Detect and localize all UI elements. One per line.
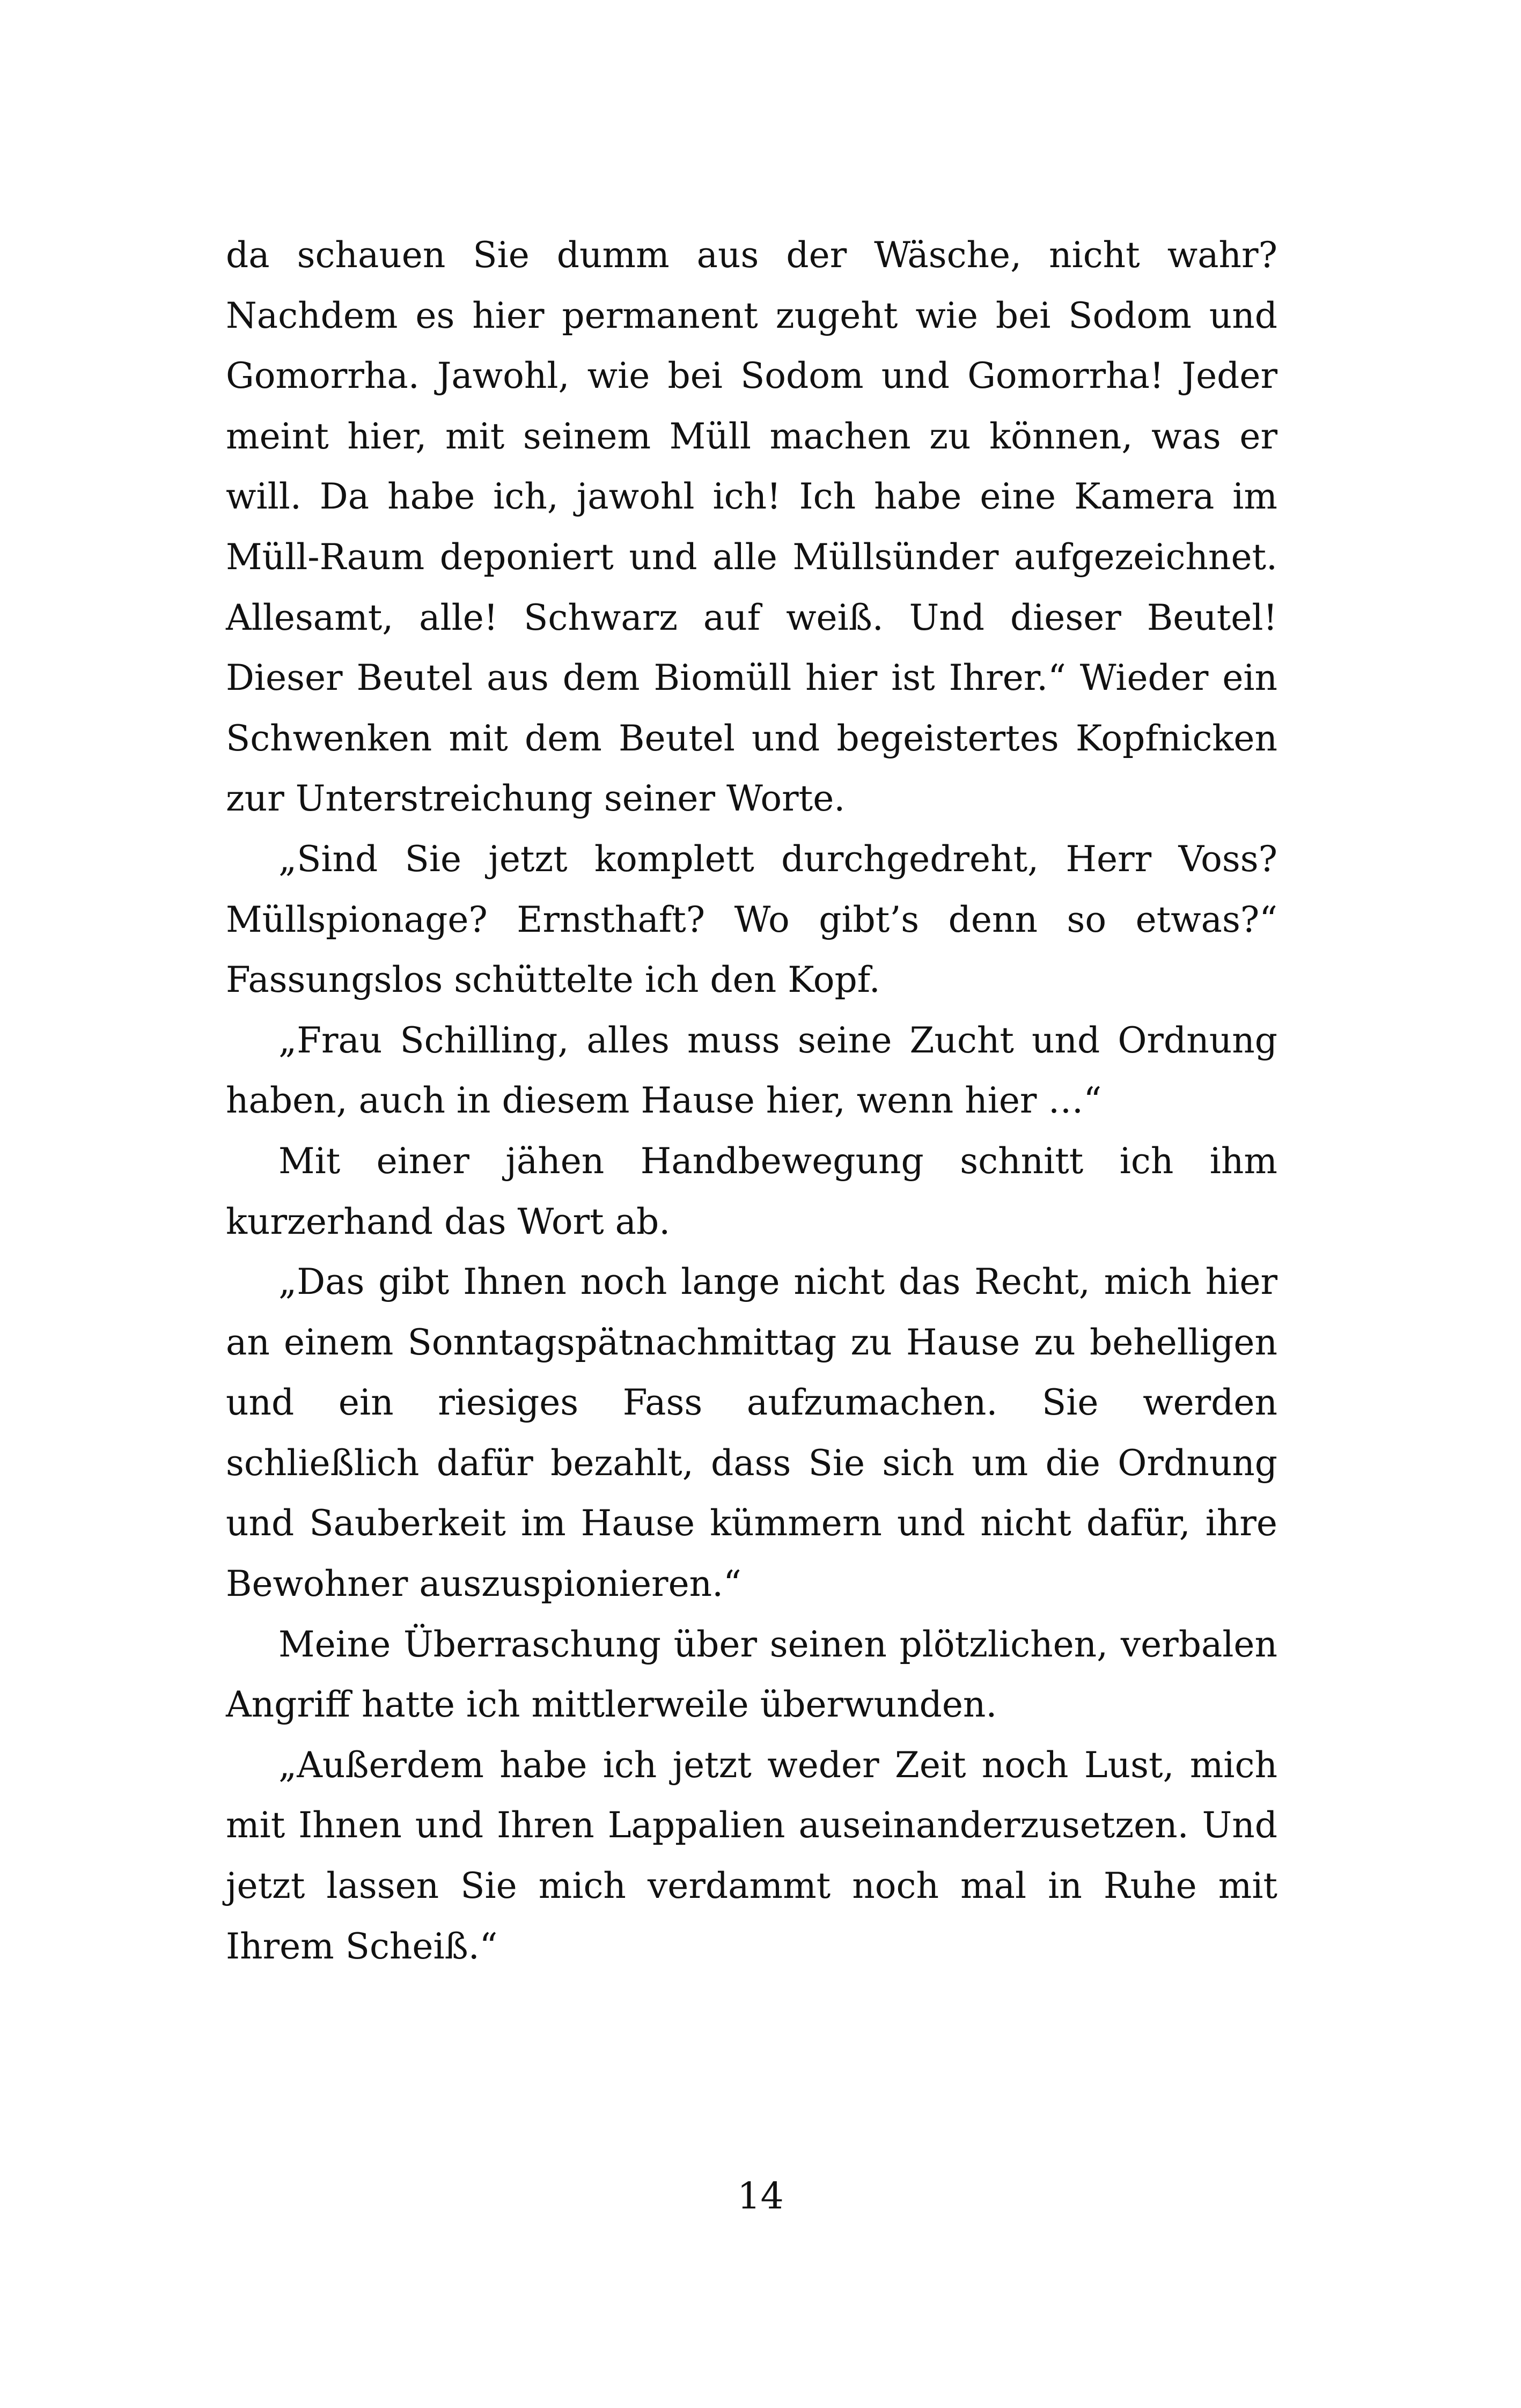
page-number: 14 bbox=[737, 2175, 784, 2218]
paragraph-4: Mit einer jähen Handbewegung schnitt ich ihm kurzerhand das Wort ab. bbox=[226, 1140, 1277, 1242]
paragraph-5: „Das gibt Ihnen noch lange nicht das Recht, mich hier an einem Sonntagspätnachmittag zu Hause zu behelligen und ein riesiges Fass aufzumachen. Sie werden schließlich dafür bezahlt, dass Sie sich um die Ordnung und Sauberkeit im Hause kümmern und nicht dafür, ihre Bewohner auszuspionieren.“ bbox=[226, 1261, 1277, 1605]
paragraph-3: „Frau Schilling, alles muss seine Zucht und Ordnung haben, auch in diesem Hause hier, wenn hier …“ bbox=[226, 1019, 1277, 1122]
paragraph-1: da schauen Sie dumm aus der Wäsche, nicht wahr? Nachdem es hier permanent zugeht wie bei Sodom und Gomorrha. Jawohl, wie bei Sodom und Gomorrha! Jeder meint hier, mit seinem Müll machen zu können, was er will. Da habe ich, jawohl ich! Ich habe eine Kamera im Müll-Raum deponiert und alle Müllsünder aufgezeichnet. Allesamt, alle! Schwarz auf weiß. Und dieser Beutel! Dieser Beutel aus dem Biomüll hier ist Ihrer.“ Wieder ein Schwenken mit dem Beutel und begeistertes Kopfnicken zur Unterstreichung seiner Worte. bbox=[226, 234, 1277, 820]
body-text bbox=[226, 225, 1277, 1977]
paragraph-6: Meine Überraschung über seinen plötzlichen, verbalen Angriff hatte ich mittlerweile überwunden. bbox=[226, 1623, 1277, 1726]
paragraph-7: „Außerdem habe ich jetzt weder Zeit noch Lust, mich mit Ihnen und Ihren Lappalien auseinanderzusetzen. Und jetzt lassen Sie mich verdammt noch mal in Ruhe mit Ihrem Scheiß.“ bbox=[226, 1744, 1277, 1967]
paragraph-2: „Sind Sie jetzt komplett durchgedreht, Herr Voss? Müllspionage? Ernsthaft? Wo gibt’s denn so etwas?“ Fassungslos schüttelte ich den Kopf. bbox=[226, 838, 1277, 1001]
